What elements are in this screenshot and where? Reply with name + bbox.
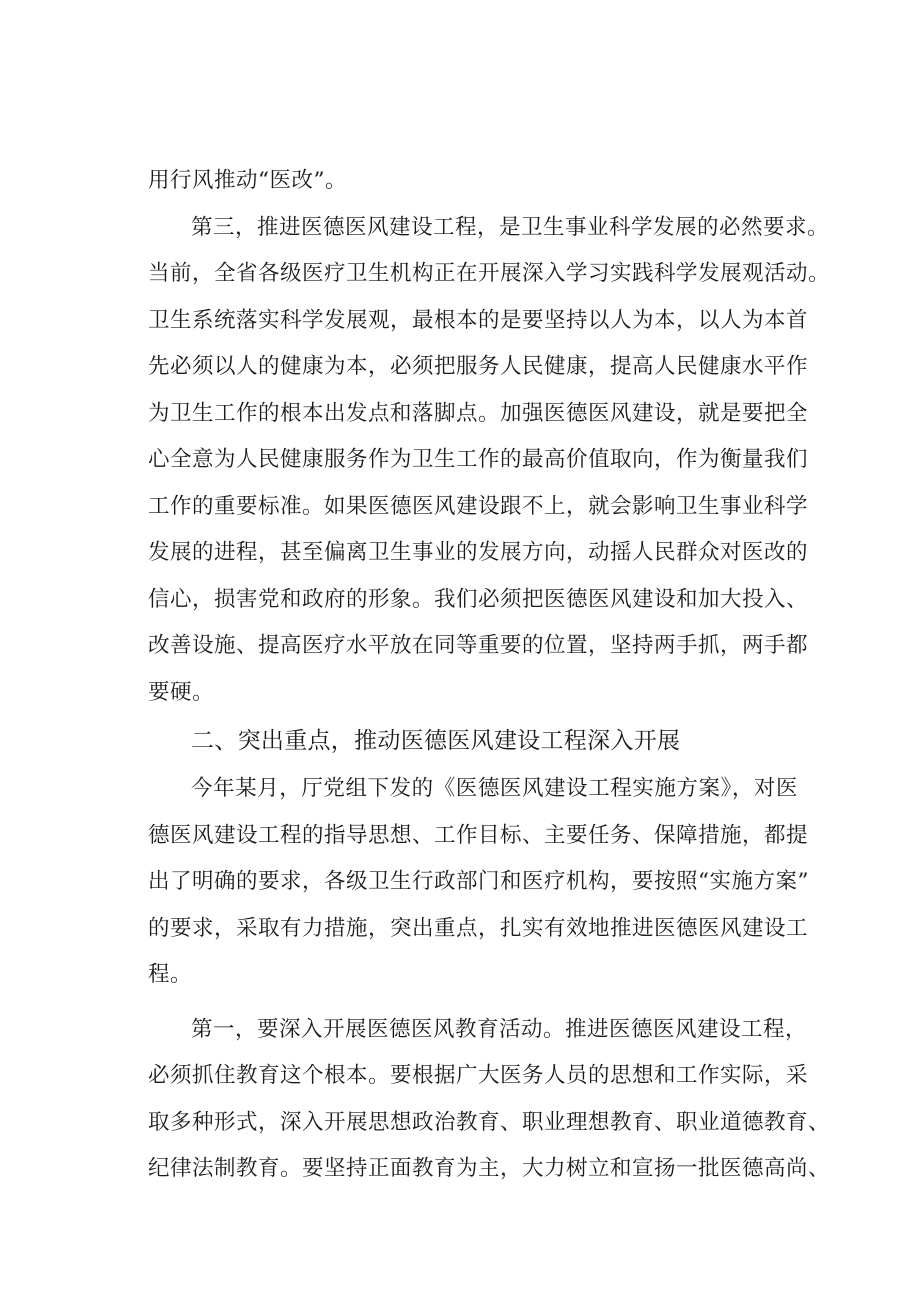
document-page xyxy=(148,158,831,1193)
text-line: 要硬。 xyxy=(148,679,215,705)
paragraph-2 xyxy=(148,205,831,717)
text-line: 的要求，采取有力措施，突出重点，扎实有效地推进医德医风建设工 xyxy=(148,915,809,941)
text-line: 信心，损害党和政府的形象。我们必须把医德医风建设和加大投入、 xyxy=(148,586,809,612)
section-heading: 二、突出重点，推动医德医风建设工程深入开展 xyxy=(191,728,681,754)
text-line: 德医风建设工程的指导思想、工作目标、主要任务、保障措施，都提 xyxy=(148,822,809,848)
text-line: 第三，推进医德医风建设工程，是卫生事业科学发展的必然要求。 xyxy=(191,214,830,240)
text-line: 卫生系统落实科学发展观，最根本的是要坚持以人为本，以人为本首 xyxy=(148,307,809,333)
text-line: 先必须以人的健康为本，必须把服务人民健康，提高人民健康水平作 xyxy=(148,354,809,379)
text-line: 纪律法制教育。要坚持正面教育为主，大力树立和宣扬一批医德高尚、 xyxy=(148,1156,831,1181)
text-line: 第一，要深入开展医德医风教育活动。推进医德医风建设工程， xyxy=(191,1016,808,1042)
text-line: 用行风推动“医改”。 xyxy=(148,168,347,193)
paragraph-1 xyxy=(148,158,798,205)
text-line: 发展的进程，甚至偏离卫生事业的发展方向，动摇人民群众对医改的 xyxy=(148,540,809,565)
text-line: 心全意为人民健康服务作为卫生工作的最高价值取向，作为衡量我们 xyxy=(148,447,809,472)
text-line: 取多种形式，深入开展思想政治教育、职业理想教育、职业道德教育、 xyxy=(148,1109,831,1135)
text-line: 今年某月，厅党组下发的《医德医风建设工程实施方案》，对医 xyxy=(191,776,798,801)
text-line: 工作的重要标准。如果医德医风建设跟不上，就会影响卫生事业科学 xyxy=(148,493,809,519)
text-line: 当前，全省各级医疗卫生机构正在开展深入学习实践科学发展观活动。 xyxy=(148,261,831,286)
text-line: 出了明确的要求，各级卫生行政部门和医疗机构，要按照“实施方案” xyxy=(148,869,809,894)
paragraph-3 xyxy=(148,766,809,999)
text-line: 为卫生工作的根本出发点和落脚点。加强医德医风建设，就是要把全 xyxy=(148,400,809,426)
paragraph-spacer xyxy=(148,999,798,1007)
text-line: 必须抓住教育这个根本。要根据广大医务人员的思想和工作实际，采 xyxy=(148,1063,809,1088)
paragraph-4 xyxy=(148,1007,831,1193)
text-line: 程。 xyxy=(148,962,193,987)
text-line: 改善设施、提高医疗水平放在同等重要的位置，坚持两手抓，两手都 xyxy=(148,633,809,658)
